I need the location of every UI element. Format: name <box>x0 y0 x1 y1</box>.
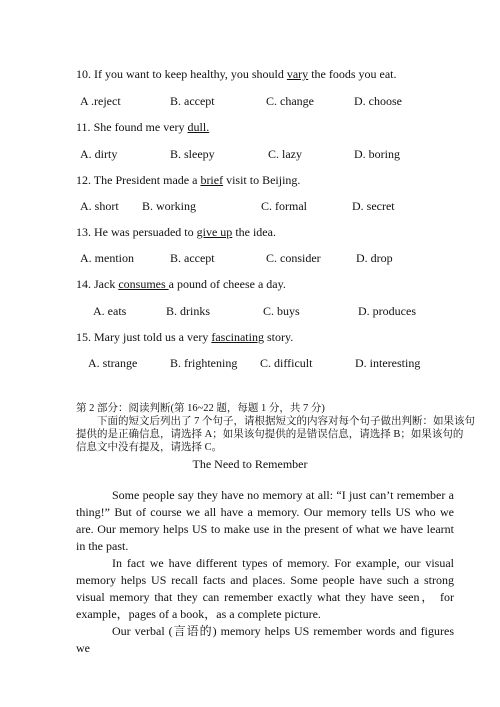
option-c: C. consider <box>266 251 321 265</box>
option-c: C. formal <box>261 199 307 213</box>
option-a: A. mention <box>80 251 134 265</box>
option-d: D. produces <box>358 304 416 318</box>
passage-title: The Need to Remember <box>192 457 308 471</box>
passage-paragraph-3: Our verbal (言语的) memory helps US remember words and figures we <box>76 624 454 655</box>
option-b: B. accept <box>170 251 215 265</box>
option-d: D. boring <box>354 147 400 161</box>
section-instruction-line-3: 信息文中没有提及，请选择 C。 <box>76 442 223 453</box>
key-word: dull. <box>187 120 210 134</box>
option-d: D. interesting <box>355 356 421 370</box>
question-stem: 10. If you want to keep healthy, you should vary the foods you eat. <box>76 67 397 81</box>
question-stem: 15. Mary just told us a very fascinating story. <box>76 330 294 344</box>
passage-paragraph-2: In fact we have different types of memory. For example, our visual memory helps US recall facts and places. Some people have such a strong visual memory that they can remember exactly what they have seen， for example，pages of a book，as a complete picture. <box>76 556 454 621</box>
key-word: give up <box>196 225 233 239</box>
section-instruction-line-1: 下面的短文后列出了 7 个句子，请根据短文的内容对每个句子做出判断：如果该句 <box>97 416 475 427</box>
section-heading: 第 2 部分：阅读判断(第 16~22 题，每题 1 分，共 7 分) <box>76 403 325 414</box>
option-c: C. buys <box>263 304 300 318</box>
option-b: B. frightening <box>170 356 238 370</box>
section-instruction-line-2: 提供的是正确信息，请选择 A；如果该句提供的是错误信息，请选择 B；如果该句的 <box>76 429 464 440</box>
question-stem: 11. She found me very dull. <box>76 120 210 134</box>
option-d: D. drop <box>356 251 393 265</box>
question-stem: 12. The President made a brief visit to Beijing. <box>76 173 301 187</box>
option-b: B. accept <box>170 94 215 108</box>
key-word: fascinating <box>211 330 264 344</box>
question-stem: 13. He was persuaded to give up the idea. <box>76 225 276 239</box>
option-c: C. lazy <box>268 147 302 161</box>
option-b: B. drinks <box>166 304 211 318</box>
option-a: A. dirty <box>80 147 118 161</box>
option-c: C. change <box>266 94 314 108</box>
option-a: A .reject <box>80 94 121 108</box>
option-c: C. difficult <box>260 356 313 370</box>
option-b: B. working <box>142 199 196 213</box>
option-b: B. sleepy <box>170 147 215 161</box>
option-d: D. secret <box>352 199 395 213</box>
key-word: brief <box>200 173 224 187</box>
question-stem: 14. Jack consumes a pound of cheese a day. <box>76 277 286 291</box>
option-d: D. choose <box>354 94 402 108</box>
key-word: consumes <box>118 277 169 291</box>
option-a: A. eats <box>93 304 127 318</box>
passage-paragraph-1: Some people say they have no memory at all: “I just can’t remember a thing!” But of course we all have a memory. Our memory tells US who we are. Our memory helps US to make use in the present of what we have learnt in the past. <box>76 488 454 553</box>
option-a: A. short <box>80 199 119 213</box>
option-a: A. strange <box>88 356 138 370</box>
key-word: vary <box>286 67 309 81</box>
